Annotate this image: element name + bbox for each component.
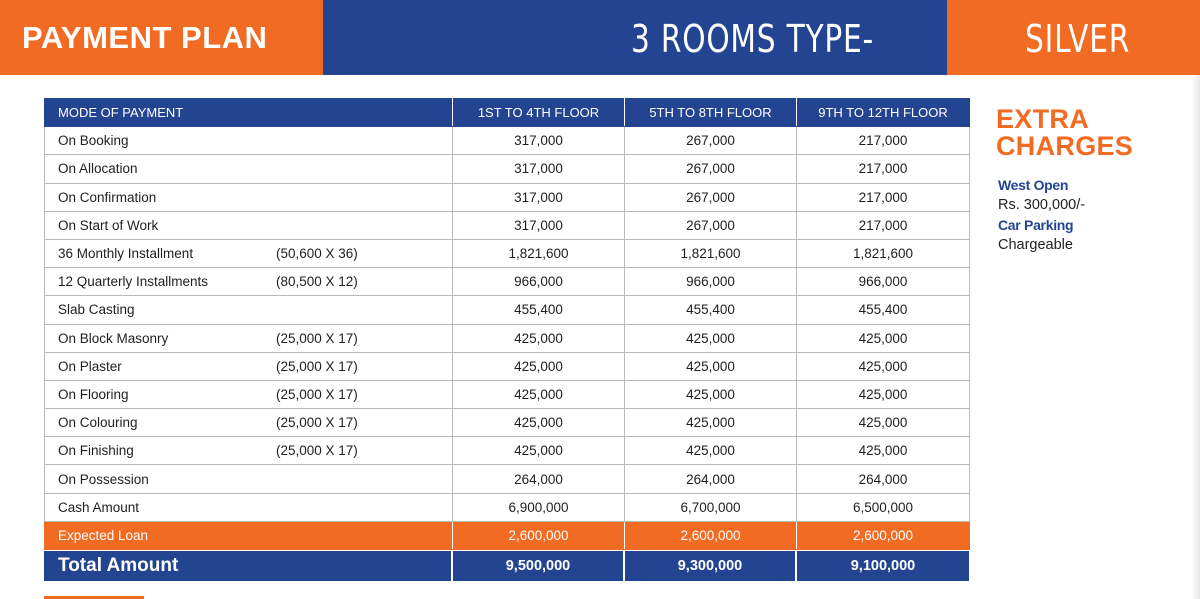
payment-mode-label: On Start of Work	[58, 217, 159, 233]
amount-cell: 267,000	[625, 127, 797, 155]
amount-cell: 317,000	[453, 211, 625, 239]
amount-cell: 425,000	[625, 352, 797, 380]
amount-cell: 425,000	[797, 409, 970, 437]
table-row	[45, 127, 970, 155]
amount-cell: 267,000	[625, 211, 797, 239]
table-row	[45, 155, 970, 183]
table-row	[45, 296, 970, 324]
amount-cell: 425,000	[453, 409, 625, 437]
extra-charges-title	[996, 106, 1176, 160]
amount-cell: 425,000	[625, 437, 797, 465]
installment-calc: (25,000 X 17)	[276, 358, 358, 374]
expected-loan-label: Expected Loan	[45, 521, 453, 549]
amount-cell: 425,000	[797, 352, 970, 380]
table-row	[45, 437, 970, 465]
total-value-floor-9-12: 9,100,000	[797, 551, 969, 581]
amount-cell: 425,000	[797, 437, 970, 465]
amount-cell: 966,000	[625, 268, 797, 296]
amount-cell: 425,000	[625, 324, 797, 352]
payment-mode-cell	[45, 380, 453, 408]
amount-cell: 264,000	[797, 465, 970, 493]
header-payment-plan: PAYMENT PLAN	[0, 0, 323, 75]
extra-charges-list	[998, 175, 1085, 255]
table-row	[45, 352, 970, 380]
payment-mode-cell	[45, 465, 453, 493]
expected-loan-amount: 2,600,000	[797, 521, 970, 549]
amount-cell: 217,000	[797, 127, 970, 155]
payment-mode-label: 36 Monthly Installment	[58, 246, 194, 262]
payment-mode-cell	[45, 127, 453, 155]
extra-item-key: Car Parking	[998, 217, 1074, 233]
column-header-floor-9-12: 9TH TO 12TH FLOOR	[797, 99, 970, 127]
payment-mode-label: On Colouring	[58, 415, 138, 431]
payment-mode-cell	[45, 296, 453, 324]
extra-item-value: Chargeable	[998, 237, 1073, 253]
amount-cell: 264,000	[625, 465, 797, 493]
table-row	[45, 268, 970, 296]
amount-cell: 217,000	[797, 155, 970, 183]
payment-mode-label: On Confirmation	[58, 189, 157, 205]
payment-mode-cell	[45, 324, 453, 352]
header-category: SILVER	[1025, 17, 1131, 61]
amount-cell: 425,000	[625, 409, 797, 437]
amount-cell: 6,900,000	[453, 493, 625, 521]
payment-mode-cell	[45, 211, 453, 239]
payment-mode-cell	[45, 409, 453, 437]
header-room-type: 3 ROOMS TYPE-	[631, 17, 874, 61]
header-right-band	[947, 0, 1200, 75]
header-center-band	[323, 0, 947, 75]
amount-cell: 425,000	[453, 380, 625, 408]
amount-cell: 317,000	[453, 183, 625, 211]
amount-cell: 425,000	[453, 437, 625, 465]
amount-cell: 6,500,000	[797, 493, 970, 521]
payment-mode-cell	[45, 155, 453, 183]
amount-cell: 6,700,000	[625, 493, 797, 521]
expected-loan-row	[45, 521, 970, 549]
payment-table	[44, 98, 970, 550]
column-header-mode: MODE OF PAYMENT	[45, 99, 453, 127]
amount-cell: 455,400	[453, 296, 625, 324]
total-amount-row	[44, 551, 969, 581]
amount-cell: 1,821,600	[797, 239, 970, 267]
table-header-row	[45, 99, 970, 127]
payment-mode-cell	[45, 493, 453, 521]
payment-mode-cell	[45, 268, 453, 296]
amount-cell: 425,000	[797, 324, 970, 352]
page-edge-shadow	[1191, 75, 1200, 599]
amount-cell: 317,000	[453, 155, 625, 183]
total-label: Total Amount	[44, 551, 451, 581]
column-header-floor-1-4: 1ST TO 4TH FLOOR	[453, 99, 625, 127]
amount-cell: 267,000	[625, 183, 797, 211]
extra-item-value: Rs. 300,000/-	[998, 197, 1086, 213]
payment-mode-cell	[45, 437, 453, 465]
amount-cell: 217,000	[797, 211, 970, 239]
payment-mode-cell	[45, 352, 453, 380]
amount-cell: 1,821,600	[625, 239, 797, 267]
payment-mode-label: On Allocation	[58, 161, 138, 177]
total-value-floor-1-4: 9,500,000	[453, 551, 623, 581]
extra-item-key: West Open	[998, 177, 1069, 193]
payment-mode-label: On Flooring	[58, 386, 129, 402]
payment-mode-label: On Finishing	[58, 443, 134, 459]
payment-mode-label: Slab Casting	[58, 302, 135, 318]
payment-mode-label: 12 Quarterly Installments	[58, 274, 209, 290]
amount-cell: 264,000	[453, 465, 625, 493]
table-row	[45, 493, 970, 521]
installment-calc: (25,000 X 17)	[276, 443, 358, 459]
expected-loan-amount: 2,600,000	[453, 521, 625, 549]
payment-mode-label: On Block Masonry	[58, 330, 169, 346]
payment-mode-label: On Plaster	[58, 358, 122, 374]
amount-cell: 966,000	[797, 268, 970, 296]
column-header-floor-5-8: 5TH TO 8TH FLOOR	[625, 99, 797, 127]
payment-mode-cell	[45, 239, 453, 267]
payment-mode-cell	[45, 183, 453, 211]
expected-loan-amount: 2,600,000	[625, 521, 797, 549]
table-row	[45, 239, 970, 267]
payment-mode-label: Cash Amount	[58, 499, 140, 515]
table-row	[45, 409, 970, 437]
table-row	[45, 380, 970, 408]
payment-mode-label: On Booking	[58, 133, 129, 149]
table-row	[45, 324, 970, 352]
table-row	[45, 211, 970, 239]
amount-cell: 425,000	[453, 352, 625, 380]
amount-cell: 1,821,600	[453, 239, 625, 267]
amount-cell: 425,000	[453, 324, 625, 352]
amount-cell: 267,000	[625, 155, 797, 183]
amount-cell: 966,000	[453, 268, 625, 296]
amount-cell: 455,400	[797, 296, 970, 324]
payment-mode-label: On Possession	[58, 471, 149, 487]
amount-cell: 425,000	[797, 380, 970, 408]
installment-calc: (25,000 X 17)	[276, 330, 358, 346]
installment-calc: (25,000 X 17)	[276, 386, 358, 402]
amount-cell: 317,000	[453, 127, 625, 155]
extra-title-line-1: EXTRA	[996, 104, 1090, 134]
installment-calc: (25,000 X 17)	[276, 415, 358, 431]
table-row	[45, 465, 970, 493]
amount-cell: 425,000	[625, 380, 797, 408]
table-row	[45, 183, 970, 211]
installment-calc: (50,600 X 36)	[276, 245, 358, 261]
installment-calc: (80,500 X 12)	[276, 274, 358, 290]
extra-title-line-2: CHARGES	[996, 131, 1134, 161]
amount-cell: 217,000	[797, 183, 970, 211]
total-value-floor-5-8: 9,300,000	[625, 551, 795, 581]
amount-cell: 455,400	[625, 296, 797, 324]
